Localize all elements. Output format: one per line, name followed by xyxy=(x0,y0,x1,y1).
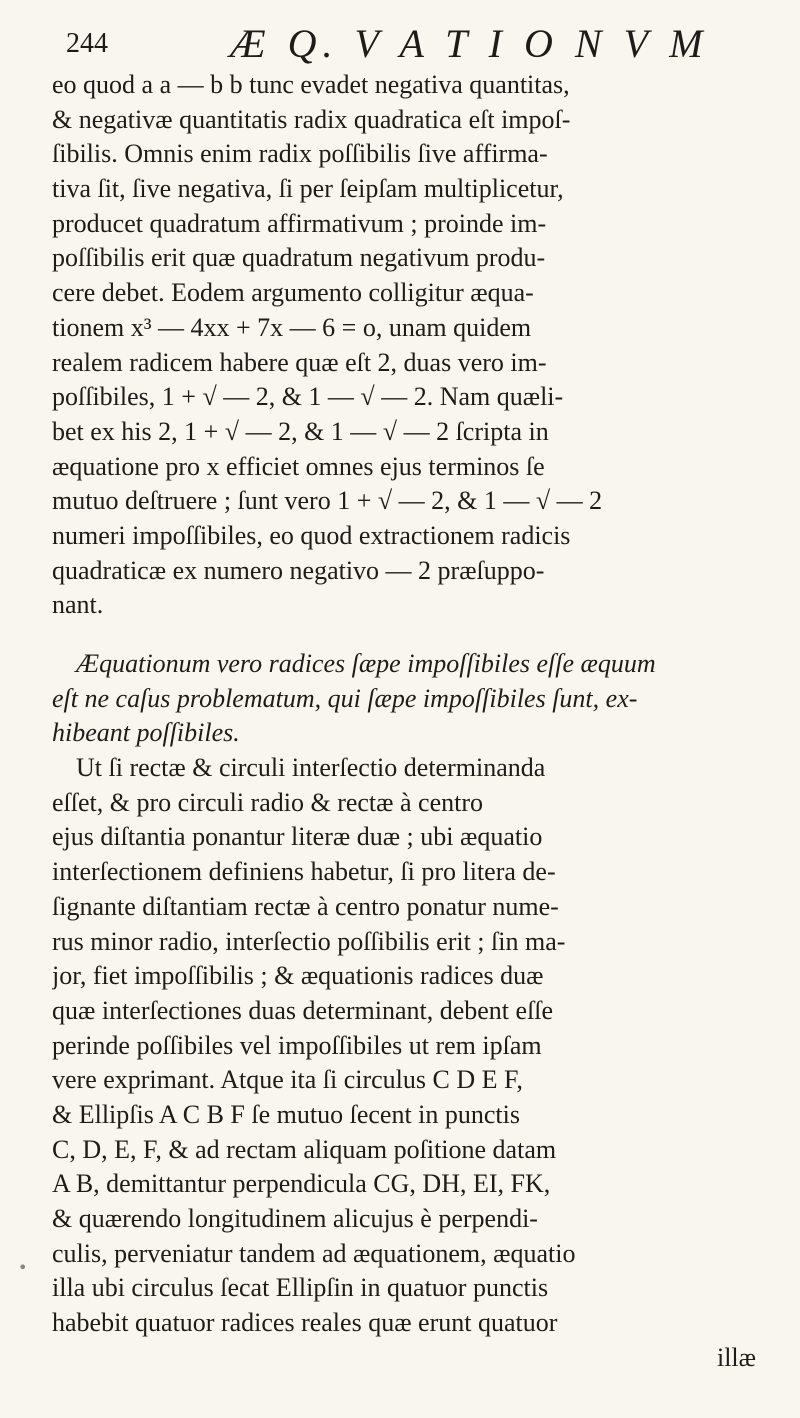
text-line: poſſibiles, 1 + √ — 2, & 1 — √ — 2. Nam quæli- xyxy=(52,382,564,412)
text-line: jor, fiet impoſſibilis ; & æquationis radices duæ xyxy=(52,961,544,991)
catchword: illæ xyxy=(716,1342,756,1372)
text-line: eſſet, & pro circuli radio & rectæ à centro xyxy=(52,787,483,817)
text-line: quæ interſectiones duas determinant, debent eſſe xyxy=(52,995,554,1025)
paragraph-2-italic xyxy=(52,647,770,751)
text-line: producet quadratum affirmativum ; proinde im- xyxy=(52,208,547,238)
text-line: nant. xyxy=(52,590,104,620)
running-title: Æ Q. V A T I O N V M xyxy=(230,21,709,66)
text-line: mutuo deſtruere ; ſunt vero 1 + √ — 2, & 1 — √ — 2 xyxy=(52,486,603,516)
text-line: realem radicem habere quæ eſt 2, duas vero im- xyxy=(52,347,547,377)
text-line: illa ubi circulus ſecat Ellipſin in quatuor punctis xyxy=(52,1273,549,1303)
text-line: ſibilis. Omnis enim radix poſſibilis ſive affirma- xyxy=(52,139,548,169)
text-line: perinde poſſibiles vel impoſſibiles ut rem ipſam xyxy=(52,1030,542,1060)
text-line: C, D, E, F, & ad rectam aliquam poſitione datam xyxy=(52,1134,557,1164)
text-line: numeri impoſſibiles, eo quod extractionem radicis xyxy=(52,520,571,550)
italic-line: hibeant poſſibiles. xyxy=(52,718,240,748)
italic-line: Æquationum vero radices ſæpe impoſſibiles eſſe æquum xyxy=(76,649,656,678)
text-line: tiva ſit, ſive negativa, ſi per ſeipſam multiplicetur, xyxy=(52,174,564,204)
text-line: ejus diſtantia ponantur literæ duæ ; ubi æquatio xyxy=(52,822,543,852)
text-line: & quærendo longitudinem alicujus è perpendi- xyxy=(52,1204,538,1233)
text-line: habebit quatuor radices reales quæ erunt quatuor xyxy=(52,1308,558,1338)
text-line: Ut ſi rectæ & circuli interſectio determinanda xyxy=(76,753,546,783)
paragraph-1 xyxy=(52,68,770,623)
text-line: ſignante diſtantiam rectæ à centro ponatur nume- xyxy=(52,891,559,921)
text-line: & Ellipſis A C B F ſe mutuo ſecent in punctis xyxy=(52,1099,520,1129)
page-number: 244 xyxy=(66,28,108,59)
text-line: quadraticæ ex numero negativo — 2 præſuppo- xyxy=(52,555,545,585)
italic-line: eſt ne caſus problematum, qui ſæpe impoſſibiles ſunt, ex- xyxy=(52,683,638,713)
text-line: vere exprimant. Atque ita ſi circulus C D E F, xyxy=(52,1065,523,1095)
text-block xyxy=(52,68,770,1375)
text-line: poſſibilis erit quæ quadratum negativum produ- xyxy=(52,243,546,273)
running-head xyxy=(66,18,766,66)
text-line: & negativæ quantitatis radix quadratica eſt impoſ- xyxy=(52,104,571,134)
text-line: interſectionem definiens habetur, ſi pro litera de- xyxy=(52,857,556,887)
equation-line: tionem x³ — 4xx + 7x — 6 = o, unam quidem xyxy=(52,312,532,342)
text-line: æquatione pro x efficiet omnes ejus terminos ſe xyxy=(52,451,545,481)
margin-mark: • xyxy=(18,1258,28,1277)
paragraph-gap xyxy=(52,623,770,647)
paragraph-3 xyxy=(52,751,770,1341)
text-line: rus minor radio, interſectio poſſibilis erit ; ſin ma- xyxy=(52,926,566,956)
text-line: culis, perveniatur tandem ad æquationem, æquatio xyxy=(52,1238,576,1268)
text-line: bet ex his 2, 1 + √ — 2, & 1 — √ — 2 ſcripta in xyxy=(52,416,549,446)
text-line: A B, demittantur perpendicula CG, DH, EI, FK, xyxy=(52,1169,551,1199)
text-line: cere debet. Eodem argumento colligitur æqua- xyxy=(52,278,534,308)
text-line: eo quod a a — b b tunc evadet negativa quantitas, xyxy=(52,70,570,99)
